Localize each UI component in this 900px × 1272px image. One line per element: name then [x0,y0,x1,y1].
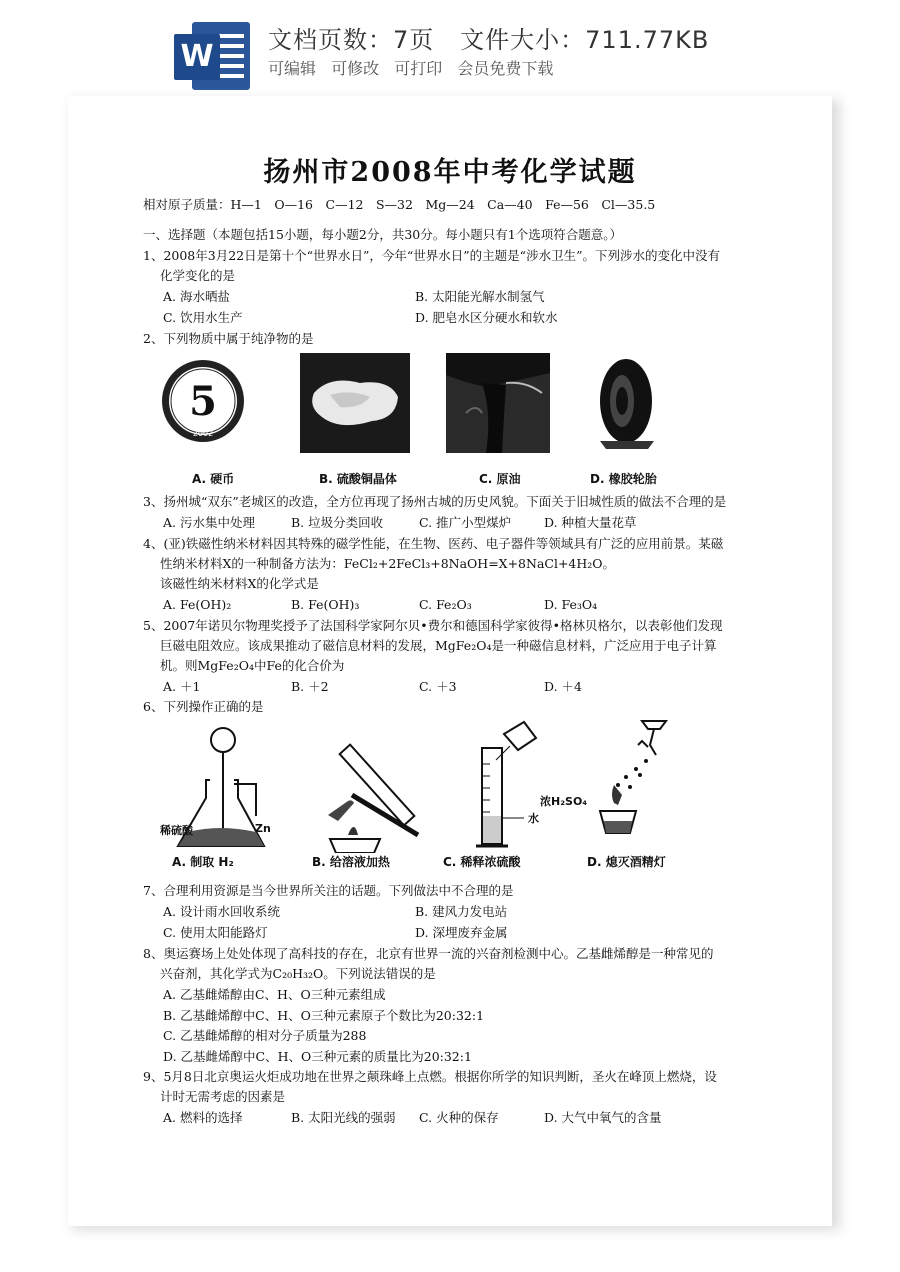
q5-stem-line2: 巨磁电阻效应。该成果推动了磁信息材料的发展，MgFe₂O₄是一种磁信息材料，广泛应用于电子计算 [160,638,717,653]
q6-caption-c: C. 稀释浓硫酸 [443,855,521,869]
section-heading: 一、选择题（本题包括15小题，每小题2分，共30分。每小题只有1个选项符合题意。） [143,227,622,242]
crystal-image [300,353,410,453]
page-title: 扬州市2008年中考化学试题 [263,157,637,188]
alcohol-lamp-drawing [590,715,690,845]
graduated-cylinder-drawing [474,720,564,850]
coin-image [160,353,246,459]
q9-option-b: B. 太阳光线的强弱 [291,1110,396,1125]
download-banner [0,0,900,96]
q5-stem-line1: 5、2007年诺贝尔物理奖授予了法国科学家阿尔贝•费尔和德国科学家彼得•格林贝格尔，以表彰他们发现 [143,618,723,633]
q4-stem-line2: 性纳米材料X的一种制备方法为：FeCl₂+2FeCl₃+8NaOH=X+8NaCl+4H₂O。 [160,556,616,571]
label-conc-h2so4: 浓H₂SO₄ [540,795,588,808]
label-zn: Zn [255,822,271,835]
file-info: 文档页数：7页 文件大小：711.77KB [268,26,710,54]
q2-caption-d: D. 橡胶轮胎 [590,472,657,486]
feature-modifiable: 可修改 [331,59,380,78]
q7-option-a: A. 设计雨水回收系统 [163,904,280,919]
q1-option-d: D. 肥皂水区分硬水和软水 [415,310,558,325]
q1-option-b: B. 太阳能光解水制氢气 [415,289,545,304]
q2-caption-c: C. 原油 [479,472,521,486]
q7-options-row2 [163,925,763,941]
q7-stem: 7、合理利用资源是当今世界所关注的话题。下列做法中不合理的是 [143,883,514,898]
q4-option-a: A. Fe(OH)₂ [163,597,232,612]
q7-options-row1 [163,904,763,920]
q7-option-b: B. 建风力发电站 [415,904,508,919]
q9-option-a: A. 燃料的选择 [163,1110,243,1125]
q4-stem-line1: 4、(亚)铁磁性纳米材料因其特殊的磁学性能，在生物、医药、电子器件等领域具有广泛的应用前景。某磁 [143,536,724,551]
q6-caption-a: A. 制取 H₂ [172,855,234,869]
q5-stem-line3: 机。则MgFe₂O₄中Fe的化合价为 [160,658,345,673]
q7-option-d: D. 深埋废弃金属 [415,925,508,940]
q4-option-c: C. Fe₂O₃ [419,597,472,612]
q5-options [163,679,763,695]
q1-stem-line1: 1、2008年3月22日是第十个“世界水日”，今年“世界水日”的主题是“涉水卫生”。下列涉水的变化中没有 [143,248,720,263]
q8-option-a: A. 乙基雌烯醇由C、H、O三种元素组成 [163,987,386,1002]
q1-option-c: C. 饮用水生产 [163,310,243,325]
label-dilute-acid: 稀硫酸 [160,824,193,837]
q3-options [163,515,763,531]
tire-image [588,353,668,453]
q3-option-a: A. 污水集中处理 [163,515,255,530]
q8-option-d: D. 乙基雌烯醇中C、H、O三种元素的质量比为20:32:1 [163,1049,472,1064]
q3-option-b: B. 垃圾分类回收 [291,515,384,530]
q1-option-a: A. 海水晒盐 [163,289,230,304]
q2-caption-a: A. 硬币 [192,472,235,486]
word-document-icon: W [170,20,252,92]
q4-option-b: B. Fe(OH)₃ [291,597,360,612]
q1-options-row2 [163,310,763,326]
label-water: 水 [528,812,539,825]
q8-option-b: B. 乙基雌烯醇中C、H、O三种元素原子个数比为20:32:1 [163,1008,485,1023]
q8-stem-line1: 8、奥运赛场上处处体现了高科技的存在，北京有世界一流的兴奋剂检测中心。乙基雌烯醇是一种常见的 [143,946,714,961]
feature-editable: 可编辑 [268,59,317,78]
q4-stem-line3: 该磁性纳米材料X的化学式是 [160,576,319,591]
svg-text:2002: 2002 [192,429,214,438]
q9-stem-line2: 计时无需考虑的因素是 [160,1089,286,1104]
q5-option-a: A. ＋1 [163,679,201,694]
q9-options [163,1110,763,1126]
test-tube-heating-drawing [318,735,428,853]
q6-stem: 6、下列操作正确的是 [143,699,264,714]
q2-caption-b: B. 硫酸铜晶体 [319,472,397,486]
q8-stem-line2: 兴奋剂，其化学式为C₂₀H₃₂O。下列说法错误的是 [160,966,436,981]
q4-option-d: D. Fe₃O₄ [544,597,598,612]
q1-options-row1 [163,289,763,305]
q8-option-c: C. 乙基雌烯醇的相对分子质量为288 [163,1028,367,1043]
q3-option-d: D. 种植大量花草 [544,515,637,530]
q7-option-c: C. 使用太阳能路灯 [163,925,268,940]
q5-option-b: B. ＋2 [291,679,329,694]
svg-text:5: 5 [189,378,217,425]
q9-option-d: D. 大气中氧气的含量 [544,1110,662,1125]
feature-printable: 可打印 [394,59,443,78]
q6-caption-b: B. 给溶液加热 [312,855,390,869]
crude-oil-image [446,353,550,453]
q2-stem: 2、下列物质中属于纯净物的是 [143,331,314,346]
feature-list [268,56,563,79]
feature-member-free: 会员免费下载 [457,59,554,78]
q3-stem: 3、扬州城“双东”老城区的改造，全方位再现了扬州古城的历史风貌。下面关于旧城性质的做法不合理的是 [143,494,727,509]
q6-caption-d: D. 熄灭酒精灯 [587,855,666,869]
atomic-mass-line: 相对原子质量：H—1 O—16 C—12 S—32 Mg—24 Ca—40 Fe—56 Cl—35.5 [143,197,656,212]
q3-option-c: C. 推广小型煤炉 [419,515,512,530]
q5-option-d: D. ＋4 [544,679,582,694]
q1-stem-line2: 化学变化的是 [160,268,236,283]
q9-stem-line1: 9、5月8日北京奥运火炬成功地在世界之颠珠峰上点燃。根据你所学的知识判断，圣火在峰顶上燃烧，设 [143,1069,717,1084]
q5-option-c: C. ＋3 [419,679,457,694]
q9-option-c: C. 火种的保存 [419,1110,499,1125]
q4-options [163,597,763,613]
